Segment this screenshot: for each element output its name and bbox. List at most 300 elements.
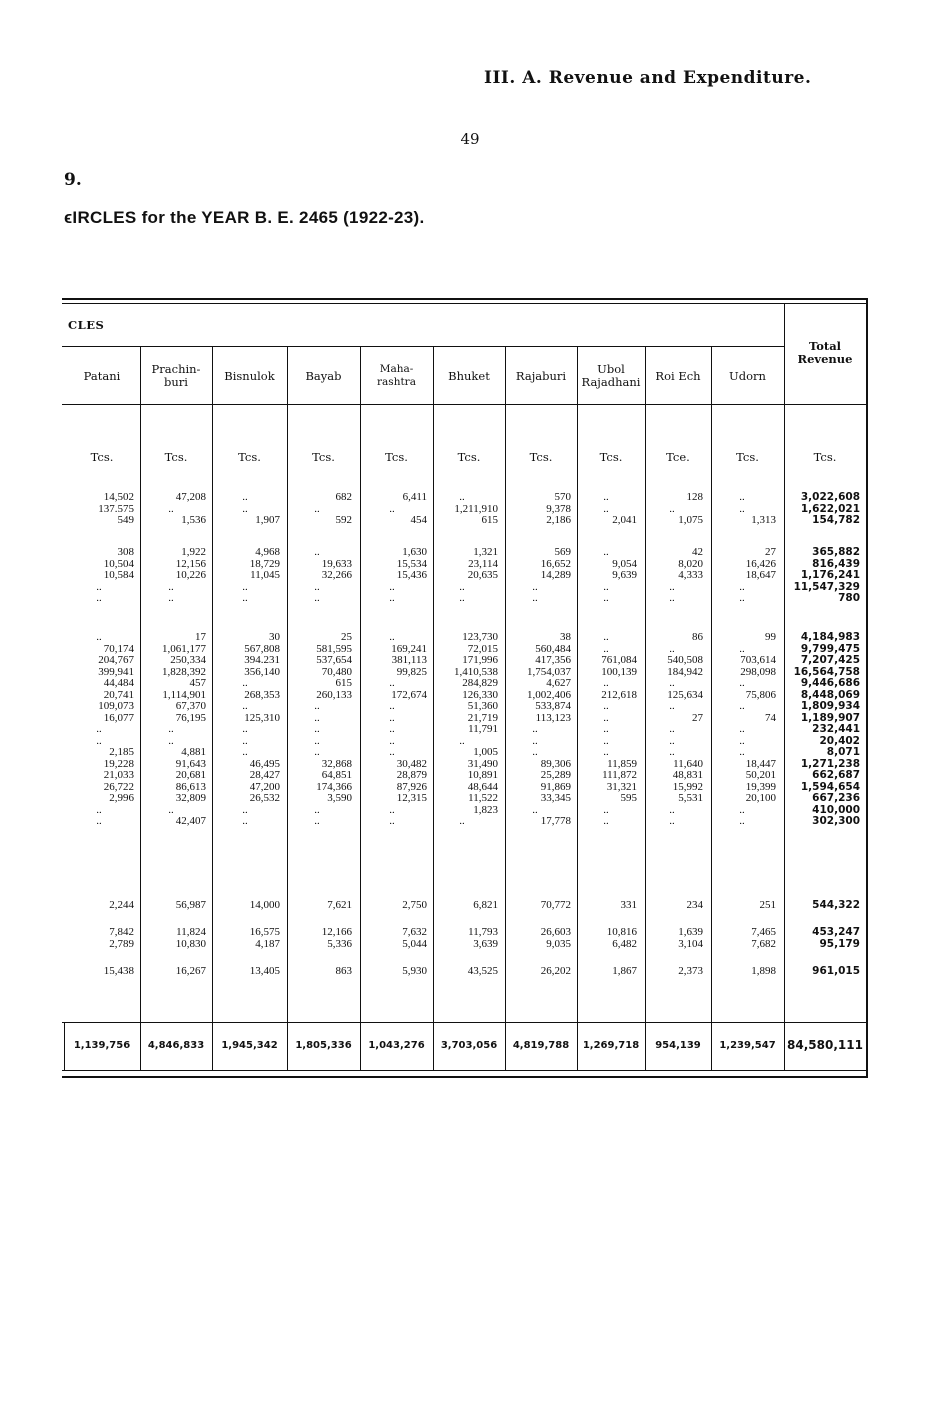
total-revenue-cell: 780 <box>838 592 860 604</box>
table-cell: .. <box>669 580 675 593</box>
table-cell: 18,447 <box>745 757 776 770</box>
table-cell: 457 <box>189 677 206 689</box>
table-cell: .. <box>314 746 320 758</box>
table-cell: .. <box>242 677 248 689</box>
table-cell: .. <box>168 502 174 515</box>
column-header-udorn: Udorn <box>729 369 766 383</box>
table-cell: 4,333 <box>678 569 703 581</box>
table-cell: .. <box>389 700 395 712</box>
total-revenue-cell: 95,179 <box>819 937 860 950</box>
column-header-patani: Patani <box>83 369 121 383</box>
unit-label: Tcs. <box>238 450 261 464</box>
unit-label: Tcs. <box>529 450 553 464</box>
table-top-rule <box>62 298 868 300</box>
page-number: 49 <box>460 130 480 148</box>
table-cell: .. <box>314 711 320 724</box>
table-cell: 399,941 <box>98 665 134 678</box>
total-revenue-cell: 8,448,069 <box>800 688 860 701</box>
table-cell: .. <box>389 580 395 593</box>
table-cell: 7,632 <box>402 926 427 938</box>
table-cell: 2,185 <box>109 746 134 758</box>
table-cell: 1,005 <box>473 746 498 758</box>
table-cell: 540,508 <box>667 654 703 666</box>
table-cell: .. <box>603 803 609 816</box>
total-revenue-cell: 816,439 <box>812 557 860 570</box>
table-cell: 1,410,538 <box>454 665 498 678</box>
table-cell: .. <box>242 734 248 747</box>
table-cell: .. <box>739 502 745 515</box>
total-revenue-cell: 544,322 <box>812 899 860 911</box>
table-cell: 12,156 <box>175 557 206 570</box>
table-cell: .. <box>389 723 395 735</box>
table-cell: 27 <box>692 711 703 724</box>
table-cell: .. <box>532 580 538 593</box>
total-revenue-cell: 9,799,475 <box>800 642 860 655</box>
table-cell: 44,484 <box>103 677 134 689</box>
total-roi-ech: 954,139 <box>655 1040 701 1051</box>
table-cell: 7,465 <box>751 926 776 938</box>
table-cell: .. <box>603 546 609 558</box>
column-header-prachinburi: Prachin- buri <box>151 362 201 389</box>
table-cell: .. <box>96 580 102 593</box>
table-cell: .. <box>314 723 320 735</box>
table-cell: 212,618 <box>601 688 637 701</box>
table-cell: .. <box>96 803 102 816</box>
table-cell: 137.575 <box>98 502 134 515</box>
table-cell: 1,211,910 <box>454 502 498 515</box>
table-cell: 234 <box>686 899 703 911</box>
total-prachinburi: 4,846,833 <box>147 1040 205 1051</box>
table-cell: 50,201 <box>745 769 776 781</box>
table-cell: .. <box>603 592 609 604</box>
table-cell: 16,077 <box>103 711 134 724</box>
table-cell: .. <box>739 677 745 689</box>
table-cell: .. <box>459 580 465 593</box>
total-revenue-cell: 8,071 <box>826 746 860 758</box>
table-cell: 1,075 <box>678 514 703 526</box>
column-header-rule <box>62 404 868 405</box>
table-cell: 4,627 <box>546 677 571 689</box>
table-cell: 43,525 <box>467 965 498 977</box>
table-cell: .. <box>603 711 609 724</box>
table-cell: 15,438 <box>103 965 134 977</box>
total-revenue-cell: 232,441 <box>812 723 860 735</box>
table-cell: 260,133 <box>316 688 352 701</box>
table-cell: .. <box>739 700 745 712</box>
table-cell: 11,791 <box>468 723 498 735</box>
total-revenue-cell: 1,189,907 <box>800 711 860 724</box>
total-revenue-cell: 1,271,238 <box>800 757 860 770</box>
table-cell: 2,750 <box>402 899 427 911</box>
table-cell: 16,652 <box>540 557 571 570</box>
table-cell: .. <box>96 815 102 827</box>
table-cell: 10,830 <box>175 937 206 950</box>
table-cell: 184,942 <box>667 665 703 678</box>
table-cell: 251 <box>759 899 776 911</box>
table-cell: 6,821 <box>473 899 498 911</box>
unit-label: Tcs. <box>164 450 188 464</box>
total-maharashtra: 1,043,276 <box>368 1040 425 1051</box>
column-header-rajaburi: Rajaburi <box>515 369 567 383</box>
table-cell: .. <box>603 815 609 827</box>
table-cell: 761,084 <box>601 654 637 666</box>
table-cell: .. <box>168 734 174 747</box>
table-cell: .. <box>739 734 745 747</box>
table-cell: 113,123 <box>535 711 571 724</box>
table-cell: 9,639 <box>612 569 637 581</box>
table-cell: 12,166 <box>321 926 352 938</box>
total-revenue-cell: 961,015 <box>812 965 860 977</box>
table-cell: 1,536 <box>181 514 206 526</box>
table-cell: 32,809 <box>175 792 206 804</box>
table-cell: .. <box>739 746 745 758</box>
table-cell: .. <box>389 502 395 515</box>
table-cell: 10,226 <box>175 569 206 581</box>
table-cell: .. <box>314 592 320 604</box>
table-cell: 592 <box>335 514 352 526</box>
total-revenue-cell: 11,547,329 <box>793 580 860 593</box>
table-cell: 11,793 <box>468 926 498 938</box>
table-cell: 15,992 <box>672 780 703 793</box>
table-cell: 67,370 <box>175 700 206 712</box>
table-cell: 56,987 <box>175 899 206 911</box>
totals-bottom-rule <box>62 1070 868 1071</box>
table-cell: 4,968 <box>255 546 280 558</box>
table-cell: .. <box>669 592 675 604</box>
table-cell: .. <box>603 746 609 758</box>
table-cell: .. <box>389 631 395 643</box>
table-cell: .. <box>96 631 102 643</box>
table-cell: 454 <box>410 514 427 526</box>
table-cell: .. <box>739 723 745 735</box>
table-cell: .. <box>739 580 745 593</box>
table-cell: .. <box>242 803 248 816</box>
table-cell: 16,426 <box>745 557 776 570</box>
table-cell: 1,823 <box>473 803 498 816</box>
table-cell: 560,484 <box>535 642 571 655</box>
table-cell: 381,113 <box>391 654 427 666</box>
table-cell: 19,228 <box>103 757 134 770</box>
table-cell: 7,621 <box>327 899 352 911</box>
table-cell: 10,891 <box>467 769 498 781</box>
column-header-bisnulok: Bisnulok <box>224 369 275 383</box>
table-cell: 549 <box>117 514 134 526</box>
table-cell: 569 <box>554 546 571 558</box>
table-cell: .. <box>314 734 320 747</box>
table-cell: 25 <box>341 631 352 643</box>
table-cell: .. <box>603 502 609 515</box>
total-revenue-cell: 7,207,425 <box>800 654 860 666</box>
table-cell: 128 <box>686 491 703 503</box>
column-header-bayab: Bayab <box>305 369 342 383</box>
table-cell: .. <box>168 592 174 604</box>
table-cell: 19,399 <box>745 780 776 793</box>
table-cell: .. <box>603 642 609 655</box>
group-header-rule <box>62 346 784 347</box>
table-cell: .. <box>532 803 538 816</box>
table-cell: 394.231 <box>244 654 280 666</box>
table-cell: 20,635 <box>467 569 498 581</box>
table-cell: 169,241 <box>391 642 427 655</box>
table-cell: 5,531 <box>678 792 703 804</box>
table-cell: 21,719 <box>467 711 498 724</box>
total-revenue-cell: 20,402 <box>819 734 860 747</box>
table-cell: .. <box>532 734 538 747</box>
table-cell: .. <box>669 734 675 747</box>
table-cell: 51,360 <box>467 700 498 712</box>
table-cell: 7,682 <box>751 937 776 950</box>
table-cell: .. <box>389 677 395 689</box>
table-cell: 14,000 <box>249 899 280 911</box>
total-rajaburi: 4,819,788 <box>512 1040 570 1051</box>
table-cell: .. <box>96 734 102 747</box>
table-cell: .. <box>669 723 675 735</box>
table-cell: 11,522 <box>468 792 498 804</box>
table-cell: 1,321 <box>473 546 498 558</box>
table-cell: .. <box>314 546 320 558</box>
table-cell: .. <box>739 803 745 816</box>
table-cell: 19,633 <box>321 557 352 570</box>
table-cell: .. <box>459 592 465 604</box>
unit-label: Tcs. <box>736 450 759 464</box>
table-cell: 14,289 <box>540 569 571 581</box>
table-cell: 11,859 <box>607 757 637 770</box>
table-cell: 11,640 <box>673 757 703 770</box>
table-cell: .. <box>242 491 248 503</box>
table-cell: 46,495 <box>249 757 280 770</box>
table-cell: 30 <box>269 631 280 643</box>
total-revenue-cell: 3,022,608 <box>800 491 860 503</box>
table-cell: .. <box>242 580 248 593</box>
table-title: ϵIRCLES for the YEAR B. E. 2465 (1922-23). <box>64 208 425 227</box>
table-cell: 20,681 <box>175 769 206 781</box>
table-cell: 3,590 <box>327 792 352 804</box>
table-cell: .. <box>459 815 465 827</box>
table-cell: 298,098 <box>740 665 776 678</box>
table-cell: .. <box>242 700 248 712</box>
table-cell: 417,356 <box>535 654 571 666</box>
table-cell: 1,754,037 <box>527 665 571 678</box>
column-header-roi-ech: Roi Ech <box>655 369 701 383</box>
table-cell: 25,289 <box>540 769 571 781</box>
table-cell: 1,630 <box>402 546 427 558</box>
table-cell: .. <box>532 592 538 604</box>
table-cell: 570 <box>554 491 571 503</box>
table-cell: 863 <box>335 965 352 977</box>
table-cell: .. <box>96 723 102 735</box>
table-cell: .. <box>739 491 745 503</box>
total-revenue-cell: 1,594,654 <box>800 780 860 793</box>
total-revenue-cell: 302,300 <box>812 815 860 827</box>
table-cell: 123,730 <box>462 631 498 643</box>
total-revenue-cell: 9,446,686 <box>800 677 860 689</box>
table-cell: 682 <box>335 491 352 503</box>
table-cell: 32,868 <box>321 757 352 770</box>
table-cell: .. <box>532 723 538 735</box>
total-ubol-rajadhani: 1,269,718 <box>582 1040 640 1051</box>
table-cell: 567,808 <box>244 642 280 655</box>
table-cell: 91,643 <box>175 757 206 770</box>
table-cell: 20,100 <box>745 792 776 804</box>
table-cell: .. <box>314 580 320 593</box>
table-cell: 331 <box>620 899 637 911</box>
table-cell: 284,829 <box>462 677 498 689</box>
table-cell: 70,772 <box>540 899 571 911</box>
table-cell: 615 <box>481 514 498 526</box>
table-cell: .. <box>242 502 248 515</box>
table-cell: 174,366 <box>316 780 352 793</box>
table-cell: 30,482 <box>396 757 427 770</box>
table-cell: 172,674 <box>391 688 427 701</box>
table-cell: .. <box>532 746 538 758</box>
table-cell: 111,872 <box>602 769 637 781</box>
table-cell: 3,104 <box>678 937 703 950</box>
table-cell: 70,480 <box>321 665 352 678</box>
table-cell: .. <box>669 642 675 655</box>
total-revenue-cell: 154,782 <box>812 514 860 526</box>
unit-label: Tcs. <box>385 450 408 464</box>
table-cell: 75,806 <box>745 688 776 701</box>
table-cell: 204,767 <box>98 654 134 666</box>
table-cell: 9,035 <box>546 937 571 950</box>
column-header-maharashtra: Maha- rashtra <box>377 363 416 388</box>
column-header-bhuket: Bhuket <box>448 369 490 383</box>
table-cell: 100,139 <box>601 665 637 678</box>
table-cell: .. <box>242 592 248 604</box>
total-revenue-cell: 365,882 <box>812 546 860 558</box>
table-cell: 308 <box>117 546 134 558</box>
table-cell: 32,266 <box>321 569 352 581</box>
table-cell: .. <box>603 631 609 643</box>
table-bottom-rule <box>62 1076 868 1078</box>
total-revenue-cell: 410,000 <box>812 803 860 816</box>
table-cell: 42,407 <box>175 815 206 827</box>
table-cell: 1,922 <box>181 546 206 558</box>
total-udorn: 1,239,547 <box>719 1040 776 1051</box>
table-cell: 70,174 <box>103 642 134 655</box>
table-cell: .. <box>389 746 395 758</box>
table-cell: 9,054 <box>612 557 637 570</box>
total-revenue-cell: 1,809,934 <box>800 700 860 712</box>
table-cell: .. <box>389 803 395 816</box>
table-cell: 9,378 <box>546 502 571 515</box>
table-cell: 91,869 <box>540 780 571 793</box>
unit-label: Tcs. <box>813 450 837 464</box>
table-cell: .. <box>314 803 320 816</box>
table-cell: 20,741 <box>103 688 134 701</box>
table-cell: 2,186 <box>546 514 571 526</box>
total-bisnulok: 1,945,342 <box>221 1040 278 1051</box>
total-bhuket: 3,703,056 <box>440 1040 498 1051</box>
table-cell: 72,015 <box>467 642 498 655</box>
total-revenue-cell: 1,176,241 <box>800 569 860 581</box>
table-cell: .. <box>603 723 609 735</box>
table-cell: 356,140 <box>244 665 280 678</box>
table-cell: 126,330 <box>462 688 498 701</box>
table-cell: 2,996 <box>109 792 134 804</box>
table-cell: .. <box>603 677 609 689</box>
table-cell: 615 <box>335 677 352 689</box>
table-right-border <box>866 298 868 1078</box>
total-revenue-cell: 4,184,983 <box>800 631 860 643</box>
table-cell: 86 <box>692 631 703 643</box>
table-cell: 47,208 <box>175 491 206 503</box>
table-cell: 7,842 <box>109 926 134 938</box>
table-cell: 1,061,177 <box>162 642 206 655</box>
table-cell: 12,315 <box>396 792 427 804</box>
table-cell: .. <box>242 746 248 758</box>
table-cell: 18,729 <box>249 557 280 570</box>
table-cell: 10,504 <box>103 557 134 570</box>
unit-label: Tcs. <box>599 450 623 464</box>
table-cell: 86,613 <box>175 780 206 793</box>
table-cell: .. <box>669 502 675 515</box>
total-bayab: 1,805,336 <box>295 1040 352 1051</box>
table-cell: 1,867 <box>612 965 637 977</box>
table-cell: 5,044 <box>402 937 427 950</box>
table-cell: 1,828,392 <box>162 665 206 678</box>
table-cell: 4,187 <box>255 937 280 950</box>
table-cell: 1,114,901 <box>162 688 206 701</box>
table-cell: 42 <box>692 546 703 558</box>
table-cell: .. <box>739 592 745 604</box>
table-top-rule-thin <box>62 303 868 304</box>
table-cell: .. <box>168 580 174 593</box>
table-cell: 23,114 <box>468 557 498 570</box>
table-cell: 99,825 <box>396 665 427 678</box>
unit-label: Tcs. <box>312 450 335 464</box>
table-cell: .. <box>389 711 395 724</box>
table-cell: .. <box>389 734 395 747</box>
section-number: 9. <box>64 170 82 190</box>
table-cell: 6,411 <box>402 491 427 503</box>
table-cell: 21,033 <box>103 769 134 781</box>
table-cell: .. <box>669 803 675 816</box>
table-cell: 5,930 <box>402 965 427 977</box>
table-cell: .. <box>669 815 675 827</box>
table-cell: .. <box>314 502 320 515</box>
table-cell: 28,427 <box>249 769 280 781</box>
unit-label: Tce. <box>666 450 690 464</box>
table-cell: 10,816 <box>606 926 637 938</box>
table-cell: 1,639 <box>678 926 703 938</box>
table-cell: 16,575 <box>249 926 280 938</box>
section-header: III. A. Revenue and Expenditure. <box>484 68 812 88</box>
group-label: CLES <box>68 318 105 332</box>
total-revenue-cell: 662,687 <box>812 769 860 781</box>
table-cell: 2,373 <box>678 965 703 977</box>
table-cell: 14,502 <box>103 491 134 503</box>
table-cell: .. <box>739 815 745 827</box>
total-revenue-cell: 1,622,021 <box>800 502 860 515</box>
table-cell: .. <box>603 734 609 747</box>
table-cell: 1,002,406 <box>527 688 571 701</box>
table-cell: 99 <box>765 631 776 643</box>
table-cell: 537,654 <box>316 654 352 666</box>
table-cell: 31,321 <box>606 780 637 793</box>
table-cell: 268,353 <box>244 688 280 701</box>
table-cell: 48,831 <box>672 769 703 781</box>
table-cell: 64,851 <box>321 769 352 781</box>
table-cell: 10,584 <box>103 569 134 581</box>
table-cell: .. <box>314 815 320 827</box>
table-cell: 6,482 <box>612 937 637 950</box>
table-cell: 26,532 <box>249 792 280 804</box>
table-cell: .. <box>669 677 675 689</box>
table-cell: 87,926 <box>396 780 427 793</box>
table-cell: 581,595 <box>316 642 352 655</box>
table-cell: 1,907 <box>255 514 280 526</box>
